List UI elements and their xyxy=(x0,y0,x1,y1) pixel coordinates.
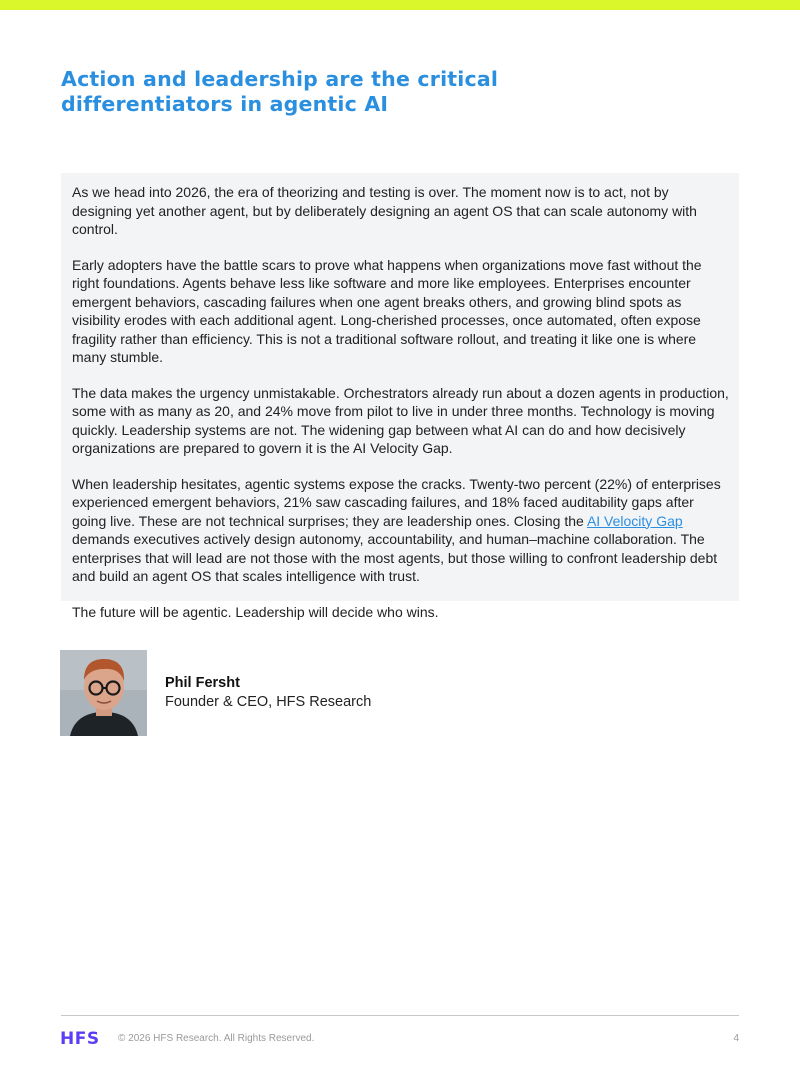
paragraph-4 xyxy=(72,475,729,586)
paragraph-3: The data makes the urgency unmistakable. Orchestrators already run about a dozen agents in production, some with as many as 20, and 24% move from pilot to live in under three months. Technology is moving quickly. Leadership systems are not. The widening gap between what AI can do and how decisively organizations are prepared to govern it is the AI Velocity Gap. xyxy=(72,384,729,456)
paragraph-5: The future will be agentic. Leadership will decide who wins. xyxy=(72,603,439,620)
author-name: Phil Fersht xyxy=(165,675,240,691)
paragraph-4-text-a: When leadership hesitates, agentic systems expose the cracks. Twenty-two percent (22%) of enterprises experienced emergent behaviors, 21% saw cascading failures, and 18% faced auditability gaps after going live. These are not technical surprises; they are leadership ones. Closing the xyxy=(72,475,721,529)
title-line-1: Action and leadership are the critical xyxy=(61,67,499,91)
top-accent-bar xyxy=(0,0,800,10)
title-line-2: differentiators in agentic AI xyxy=(61,92,389,116)
paragraph-1: As we head into 2026, the era of theorizing and testing is over. The moment now is to act, not by designing yet another agent, but by deliberately designing an agent OS that can scale autonomy with control. xyxy=(72,184,697,237)
author-portrait-image xyxy=(60,650,147,736)
page-title xyxy=(61,67,701,117)
paragraph-2: Early adopters have the battle scars to prove what happens when organizations move fast without the right foundations. Agents behave less like software and more like employees. Enterprises encounter emergent behaviors, cascading failures when one agent breaks others, and growing blind spots as visibility erodes with each additional agent. Long-cherished processes, once automated, often expose fragility rather than efficiency. This is not a traditional software rollout, and treating it like one is where many stumble. xyxy=(72,256,702,365)
paragraph-4-text-b: demands executives actively design autonomy, accountability, and human–machine collaboration. The enterprises that will lead are not those with the most agents, but those willing to confront leadership debt and build an agent OS that scales intelligence with trust. xyxy=(72,531,718,584)
page-number: 4 xyxy=(733,1033,739,1044)
footer-divider xyxy=(61,1015,739,1016)
hfs-logo xyxy=(60,1030,112,1046)
hfs-logo-text: HFS xyxy=(60,1030,100,1046)
ai-velocity-gap-link[interactable]: AI Velocity Gap xyxy=(586,512,683,529)
author-photo xyxy=(60,650,147,736)
footer-copyright: © 2026 HFS Research. All Rights Reserved. xyxy=(118,1033,315,1044)
body-text-box xyxy=(61,173,739,620)
author-role: Founder & CEO, HFS Research xyxy=(165,694,372,710)
